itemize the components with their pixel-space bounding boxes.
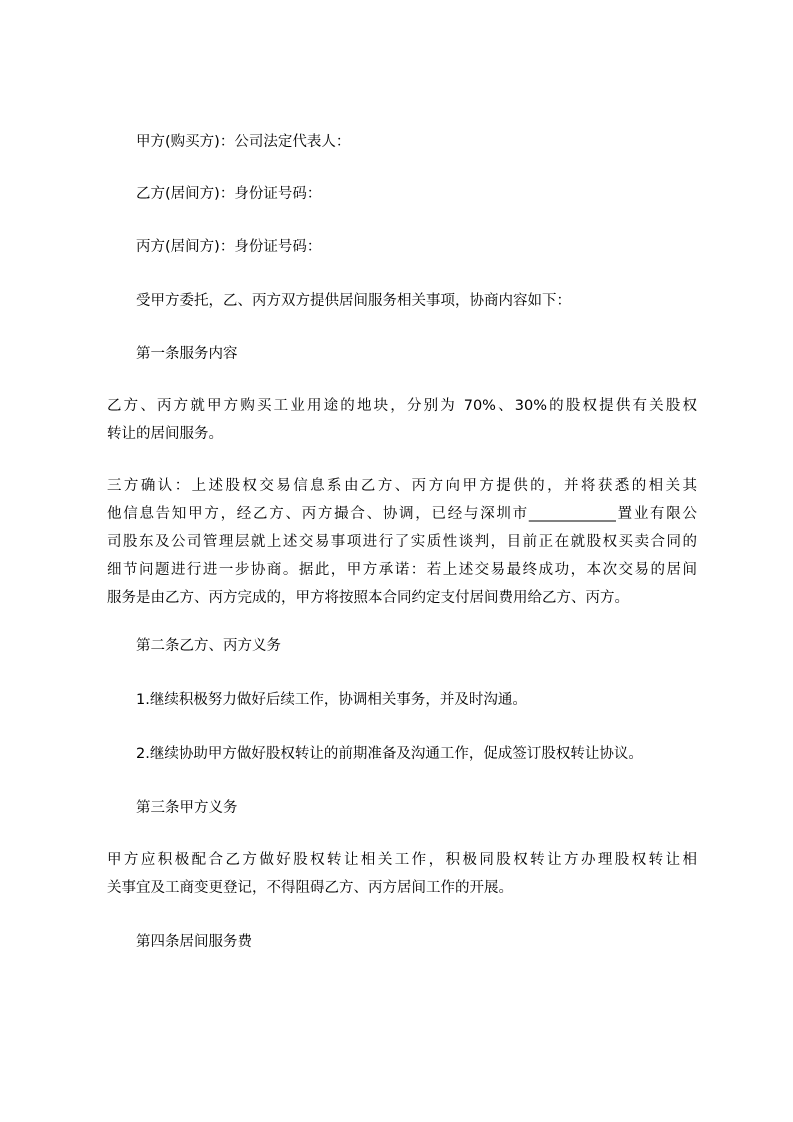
paragraph-row: 服务是由乙方、丙方完成的，甲方将按照本合同约定支付居间费用给乙方、丙方。	[107, 590, 629, 606]
party-a-line: 甲方(购买方)：公司法定代表人：	[136, 134, 351, 150]
paragraph-row: 甲方应积极配合乙方做好股权转让相关工作，积极同股权转让方办理股权转让相	[107, 852, 697, 868]
paragraph-row: 乙方、丙方就甲方购买工业用途的地块，分别为 70%、30%的股权提供有关股权	[107, 398, 697, 414]
article-1-paragraph-1	[107, 392, 697, 448]
article-4-title: 第四条居间服务费	[136, 934, 252, 950]
article-1-paragraph-2	[107, 472, 697, 612]
article-2-title: 第二条乙方、丙方义务	[136, 638, 281, 654]
party-c-line: 丙方(居间方)：身份证号码：	[136, 239, 322, 255]
paragraph-row: 关事宜及工商变更登记，不得阻碍乙方、丙方居间工作的开展。	[107, 880, 513, 896]
party-b-line: 乙方(居间方)：身份证号码：	[136, 186, 322, 202]
intro-line: 受甲方委托，乙、丙方双方提供居间服务相关事项，协商内容如下：	[136, 293, 571, 309]
article-3-title: 第三条甲方义务	[136, 800, 238, 816]
paragraph-row: 细节问题进行进一步协商。据此，甲方承诺：若上述交易最终成功，本次交易的居间	[107, 562, 697, 578]
paragraph-row: 转让的居间服务。	[107, 426, 223, 442]
article-2-item-1: 1.继续积极努力做好后续工作，协调相关事务，并及时沟通。	[136, 692, 527, 708]
article-1-title: 第一条服务内容	[136, 346, 238, 362]
paragraph-row: 司股东及公司管理层就上述交易事项进行了实质性谈判，目前正在就股权买卖合同的	[107, 534, 697, 550]
paragraph-row: 他信息告知甲方，经乙方、丙方撮合、协调，已经与深圳市____________置业有限公	[107, 506, 697, 522]
paragraph-row: 三方确认：上述股权交易信息系由乙方、丙方向甲方提供的，并将获悉的相关其	[107, 478, 697, 494]
article-2-item-2: 2.继续协助甲方做好股权转让的前期准备及沟通工作，促成签订股权转让协议。	[136, 746, 643, 762]
article-3-paragraph-1	[107, 846, 697, 902]
